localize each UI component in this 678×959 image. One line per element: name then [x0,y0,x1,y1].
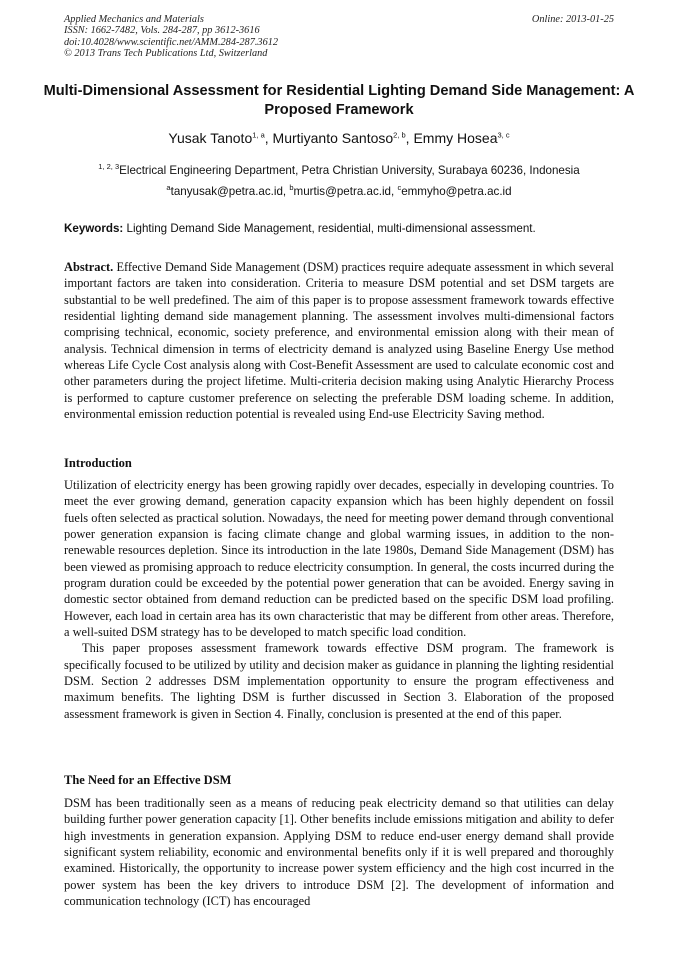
abstract-text: Effective Demand Side Management (DSM) practices require adequate assessment in which several important factors are taken into consideration. Criteria to measure DSM potential and set DSM targets are substantial to be well predefined. The aim of this paper is to propose assessment framework towards effective residential lighting demand side management planning. The assessment involves multi-dimensional factors comprising technical, economic, society preference, and environmental emission along with their mean of analysis. Technical dimension in terms of electricity demand is analyzed using Baseline Energy Use method whereas Life Cycle Cost analysis along with Cost-Benefit Assessment are used to calculate economic cost and other parameters during the project lifetime. Multi-criteria decision making using Analytic Hierarchy Process is performed to capture customer preference on selecting the preferable DSM loading scheme. In addition, environmental emission reduction potential is revealed using End-use Electricity Saving method. [64,260,614,422]
abstract-label: Abstract. [64,260,114,274]
keywords [64,222,624,236]
affiliation [20,163,658,178]
copyright-line: © 2013 Trans Tech Publications Ltd, Switzerland [64,48,268,60]
section-heading-introduction: Introduction [64,456,132,470]
author-list [20,129,658,147]
email: $^b$murtis@petra.ac.id, [289,183,398,198]
paper-title: Multi-Dimensional Assessment for Residential Lighting Demand Side Management: A Proposed Framework [43,83,635,118]
affiliation-marker: 1, 2, 3 [98,162,120,172]
author: Yusak Tanoto$^{1, a}$, [168,130,273,146]
need-body [64,795,614,909]
online-date [532,14,614,25]
journal-name: Applied Mechanics and Materials [64,14,204,25]
abstract [64,259,614,422]
section-heading-need: The Need for an Effective DSM [64,773,232,787]
keywords-text: Lighting Demand Side Management, residential, multi-dimensional assessment. [126,222,536,235]
paragraph: This paper proposes assessment framework towards effective DSM program. The framework is specifically focused to be utilized by utility and decision maker as guidance in planning the lighting residential DSM. Section 2 addresses DSM implementation opportunity to ensure the program effectiveness and maximum benefits. The lighting DSM is further discussed in Section 3. Elaboration of the proposed assessment framework is given in Section 4. Finally, conclusion is presented at the end of this paper. [64,641,614,721]
paragraph: DSM has been traditionally seen as a means of reducing peak electricity demand so that utilities can delay building further power generation capacity [1]. Other benefits include emissions mitigation and ability to defer high investments in generation expansion. Applying DSM to reduce end-user energy demand shall provide significant system reliability, economic and environmental benefits only if it is well prepared and thoroughly examined. Historically, the opportunity to increase power system efficiency and the high cost incurred in the power system has been the key drivers to introduce DSM [2]. The development of information and communication technology (ICT) has encouraged [64,796,614,909]
email-list [20,184,658,199]
issn-line: ISSN: 1662-7482, Vols. 284-287, pp 3612-3616 [64,25,260,37]
email: $^c$emmyho@petra.ac.id [397,183,512,198]
keywords-label: Keywords: [64,222,124,235]
journal-header [64,14,278,60]
introduction-body [64,477,614,722]
online-date-text: Online: 2013-01-25 [531,14,614,25]
author: Murtiyanto Santoso$^{2, b}$, [272,130,414,146]
email: $^a$tanyusak@petra.ac.id, [166,183,290,198]
doi-line: doi:10.4028/www.scientific.net/AMM.284-287.3612 [64,36,279,48]
author: Emmy Hosea$^{3, c}$ [413,130,510,146]
affiliation-text: Electrical Engineering Department, Petra Christian University, Surabaya 60236, Indonesia [119,164,580,177]
paragraph: Utilization of electricity energy has been growing rapidly over decades, especially in developing countries. To meet the ever growing demand, generation capacity expansion which has been highly dependent on fossil fuels often selected as practical solution. Nowadays, the need for meeting power demand through conventional power generation expansion is facing climate change and global warming issues, in addition to the non-renewable resources depletion. Since its introduction in the late 1980s, Demand Side Management (DSM) has been viewed as promising approach to reduce electricity consumption. In general, the costs incurred during the program duration could be exceeded by the potential power generation that can be avoided. Energy saving in domestic sector obtained from demand reduction can be predicted based on the specific DSM load profiling. However, each load in certain area has its own characteristic that may be different from other areas. Therefore, a well-suited DSM strategy has to be developed to match specific load condition. [64,478,614,640]
